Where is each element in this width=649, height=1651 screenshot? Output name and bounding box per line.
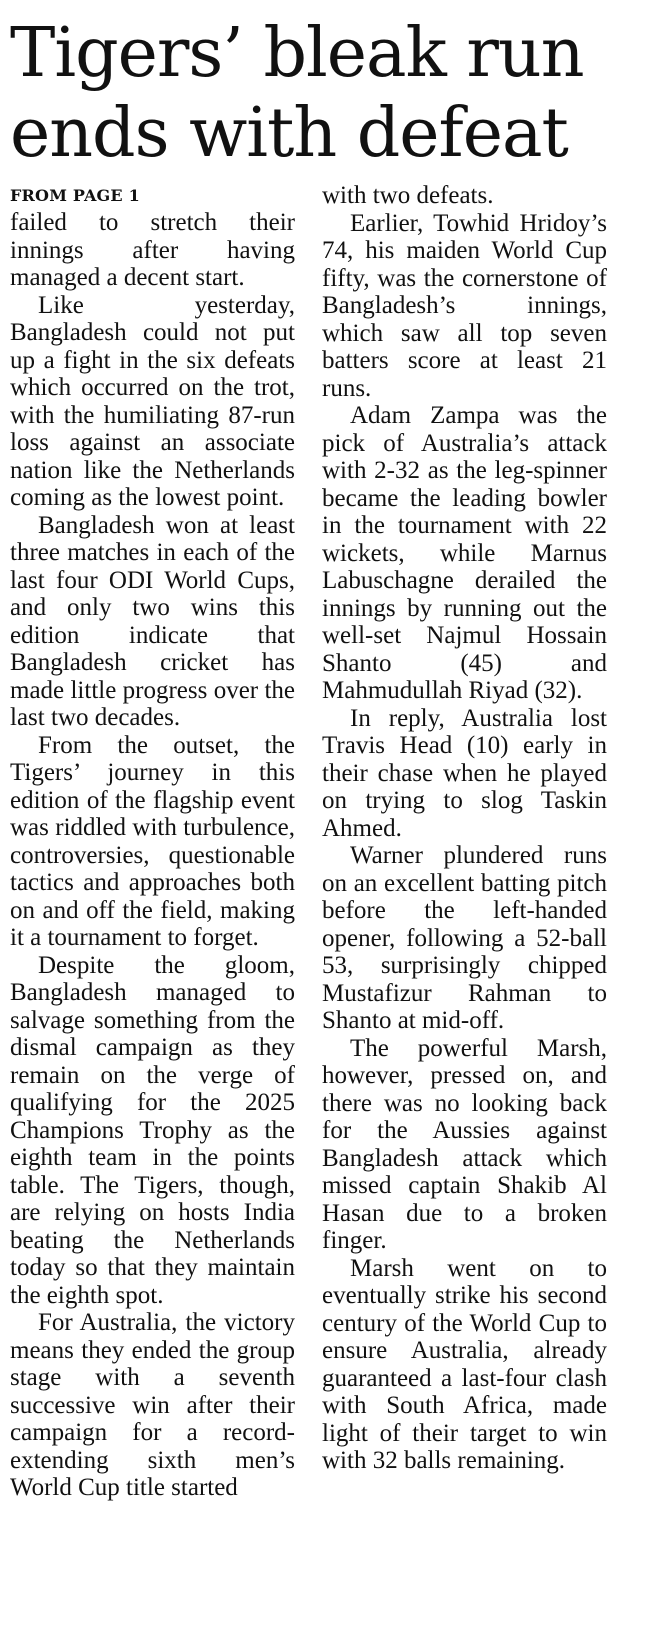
paragraph: Bangladesh won at least three matches in each of the last four ODI World Cups, and only two wins this edition indicate that Bangladesh cricket has made little progress over the last two decades.: [10, 511, 295, 731]
paragraph: In reply, Australia lost Travis Head (10) early in their chase when he played on trying to slog Taskin Ahmed.: [322, 704, 607, 842]
paragraph: Adam Zampa was the pick of Australia’s attack with 2-32 as the leg-spinner became the leading bowler in the tournament with 22 wickets, while Marnus Labuschagne derailed the innings by running out the well-set Najmul Hossain Shanto (45) and Mahmudullah Riyad (32).: [322, 402, 607, 704]
headline: Tigers’ bleak run ends with defeat: [10, 14, 584, 173]
paragraph: For Australia, the victory means they ended the group stage with a seventh successive win after their campaign for a record-extending sixth men’s World Cup title started: [10, 1309, 295, 1501]
paragraph: Marsh went on to eventually strike his second century of the World Cup to ensure Australia, already guaranteed a last-four clash with South Africa, made light of their target to win with 32 balls remaining.: [322, 1254, 607, 1474]
paragraph: Warner plundered runs on an excellent batting pitch before the left-handed opener, following a 52-ball 53, surprisingly chipped Mustafizur Rahman to Shanto at mid-off.: [322, 842, 607, 1034]
kicker: FROM PAGE 1: [10, 186, 140, 205]
paragraph: failed to stretch their innings after having managed a decent start.: [10, 209, 295, 291]
article-column-right: [322, 182, 607, 1475]
paragraph: From the outset, the Tigers’ journey in this edition of the flagship event was riddled with turbulence, controversies, questionable tactics and approaches both on and off the field, making it a tournament to forget.: [10, 731, 295, 951]
paragraph: Like yesterday, Bangladesh could not put up a fight in the six defeats which occurred on the trot, with the humiliating 87-run loss against an associate nation like the Netherlands coming as the lowest point.: [10, 291, 295, 511]
paragraph: The powerful Marsh, however, pressed on, and there was no looking back for the Aussies against Bangladesh attack which missed captain Shakib Al Hasan due to a broken finger.: [322, 1034, 607, 1254]
article-column-left: [10, 182, 295, 1502]
paragraph: Despite the gloom, Bangladesh managed to salvage something from the dismal campaign as they remain on the verge of qualifying for the 2025 Champions Trophy as the eighth team in the points table. The Tigers, though, are relying on hosts India beating the Netherlands today so that they maintain the eighth spot.: [10, 951, 295, 1309]
paragraph: with two defeats.: [322, 182, 494, 209]
paragraph: Earlier, Towhid Hridoy’s 74, his maiden World Cup fifty, was the cornerstone of Bangladesh’s innings, which saw all top seven batters score at least 21 runs.: [322, 209, 607, 402]
